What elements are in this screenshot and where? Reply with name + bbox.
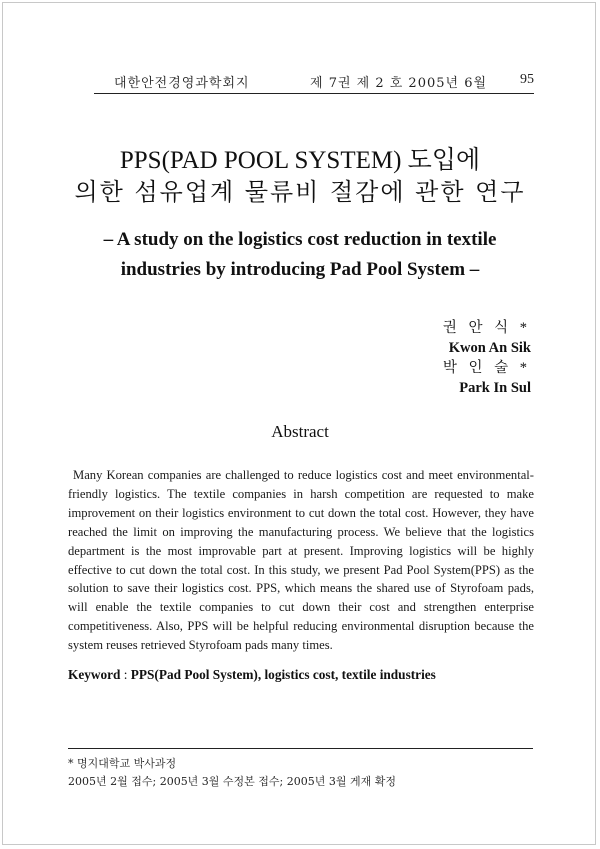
page-number: 95 [520, 72, 534, 87]
english-title-line-1: – A study on the logistics cost reduction in textile [103, 229, 497, 250]
journal-name: 대한안전경영과학회지 [114, 76, 250, 91]
footnote-affiliation: * 명지대학교 박사과정 [68, 757, 177, 770]
running-head [94, 72, 534, 92]
abstract-body: Many Korean companies are challenged to reduce logistics cost and meet environmental-friendly logistics. The textile companies in harsh competition are requested to make improvement on their logistics environment to cut down the total cost. However, they have reached the limit on improving the manufacturing process. We believe that the logistics department is the most improvable part at present. Improving logistics will be highly effective to cut down the total cost. In this study, we present Pad Pool System(PPS) as the solution to save their logistics cost. PPS, which means the shared use of Styrofoam pads, will enable the textile companies to cut down their cost and strengthen enterprise competitiveness. Also, PPS will be helpful reducing environmental disruption because the system reuses retrieved Styrofoam pads many times. [68, 468, 534, 653]
author-block [443, 318, 531, 398]
keyword-text: PPS(Pad Pool System), logistics cost, textile industries [130, 667, 436, 682]
abstract-heading: Abstract [271, 422, 329, 441]
author-1-english: Kwon An Sik [448, 340, 531, 356]
keyword-separator: : [120, 667, 131, 682]
author-2-english: Park In Sul [459, 380, 531, 396]
issue-info: 제 7권 제 2 호 2005년 6월 [310, 76, 488, 91]
header-rule [94, 93, 534, 94]
author-1-korean: 권 안 식 * [442, 320, 531, 336]
footnote-rule [68, 748, 533, 749]
korean-title-line-2: 의한 섬유업계 물류비 절감에 관한 연구 [74, 178, 526, 206]
author-2-korean: 박 인 술 * [442, 360, 531, 376]
keyword-line [68, 667, 538, 683]
keyword-label: Keyword [68, 667, 121, 682]
korean-title-line-1: PPS(PAD POOL SYSTEM) 도입에 [119, 147, 481, 174]
footnote-dates: 2005년 2월 접수; 2005년 3월 수정본 접수; 2005년 3월 게재 확정 [68, 775, 396, 788]
english-title-line-2: industries by introducing Pad Pool System – [120, 259, 480, 280]
